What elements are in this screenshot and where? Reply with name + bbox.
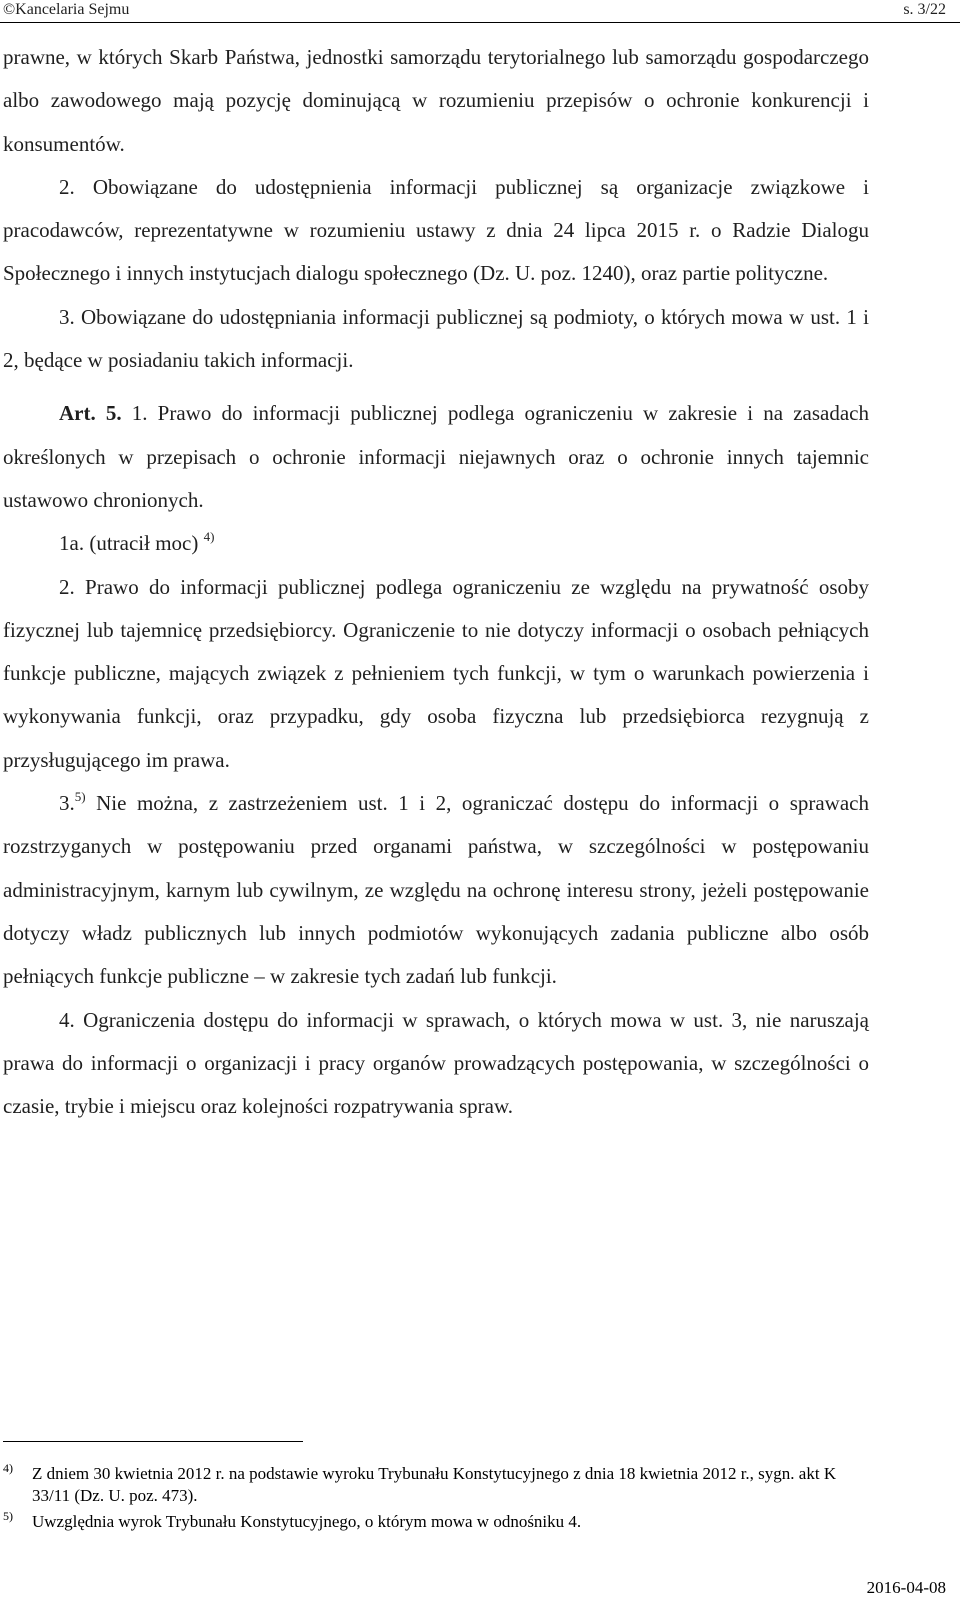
article-5-label: Art. 5. bbox=[59, 401, 122, 426]
footnote-5 bbox=[3, 1511, 863, 1533]
footnote-4 bbox=[3, 1463, 863, 1507]
footnotes bbox=[3, 1463, 863, 1537]
ust1a-text: 1a. (utracił moc) bbox=[59, 531, 199, 556]
ust3-number: 3. bbox=[59, 791, 75, 816]
paragraph-art5-ust1 bbox=[3, 392, 869, 522]
footnote-number: 5) bbox=[3, 1509, 13, 1523]
paragraph-art5-ust3 bbox=[3, 782, 869, 998]
footnote-ref-5[interactable]: 5) bbox=[74, 789, 86, 805]
footnote-number: 4) bbox=[3, 1461, 13, 1475]
article-5-ust1-text: 1. Prawo do informacji publicznej podlega ograniczeniu w zakresie i na zasadach określonych w przepisach o ochronie informacji niejawnych oraz o ochronie innych tajemnic ustawowo chronionych. bbox=[3, 401, 869, 512]
paragraph-art5-ust2: 2. Prawo do informacji publicznej podlega ograniczeniu ze względu na prywatność osoby fizycznej lub tajemnicę przedsiębiorcy. Ograniczenie to nie dotyczy informacji o osobach pełniących funkcje publiczne, mających związek z pełnieniem tych funkcji, w tym o warunkach powierzenia i wykonywania funkcji, oraz przypadku, gdy osoba fizyczna lub przedsiębiorca rezygnują z przysługującego im prawa. bbox=[3, 574, 869, 772]
paragraph-continuation: prawne, w których Skarb Państwa, jednostki samorządu terytorialnego lub samorządu gospodarczego albo zawodowego mają pozycję dominującą w rozumieniu przepisów o ochronie konkurencji i konsumentów. bbox=[3, 45, 869, 156]
footnote-text: Z dniem 30 kwietnia 2012 r. na podstawie wyroku Trybunału Konstytucyjnego z dnia 18 kwietnia 2012 r., sygn. akt K 33/11 (Dz. U. poz. 473). bbox=[32, 1464, 837, 1505]
page-number: s. 3/22 bbox=[903, 1, 946, 18]
ust3-text: Nie można, z zastrzeżeniem ust. 1 i 2, ograniczać dostępu do informacji o sprawach rozstrzyganych w postępowaniu przed organami państwa, w szczególności w postępowaniu administracyjnym, karnym lub cywilnym, ze względu na ochronę interesu strony, jeżeli postępowanie dotyczy władz publicznych lub innych podmiotów wykonujących zadania publiczne albo osób pełniących funkcje publiczne – w zakresie tych zadań lub funkcji. bbox=[3, 791, 869, 989]
paragraph-art4-ust2: 2. Obowiązane do udostępnienia informacji publicznej są organizacje związkowe i pracodawców, reprezentatywne w rozumieniu ustawy z dnia 24 lipca 2015 r. o Radzie Dialogu Społecznego i innych instytucjach dialogu społecznego (Dz. U. poz. 1240), oraz partie polityczne. bbox=[3, 174, 869, 286]
footnote-text: Uwzględnia wyrok Trybunału Konstytucyjnego, o którym mowa w odnośniku 4. bbox=[32, 1512, 582, 1531]
paragraph-art4-ust3: 3. Obowiązane do udostępniania informacji publicznej są podmioty, o których mowa w ust. 1 i 2, będące w posiadaniu takich informacji. bbox=[3, 304, 869, 373]
document-date: 2016-04-08 bbox=[866, 1578, 946, 1597]
document-body bbox=[3, 36, 869, 1128]
page-header bbox=[0, 0, 960, 23]
paragraph-art5-ust4: 4. Ograniczenia dostępu do informacji w sprawach, o których mowa w ust. 3, nie naruszają prawa do informacji o organizacji i pracy organów prowadzących postępowania, w szczególności o czasie, trybie i miejscu oraz kolejności rozpatrywania spraw. bbox=[3, 1007, 869, 1119]
copyright-label: ©Kancelaria Sejmu bbox=[3, 1, 130, 18]
paragraph-art5-ust1a bbox=[3, 522, 869, 565]
footnote-ref-4[interactable]: 4) bbox=[203, 529, 215, 545]
footnote-separator bbox=[3, 1441, 303, 1442]
